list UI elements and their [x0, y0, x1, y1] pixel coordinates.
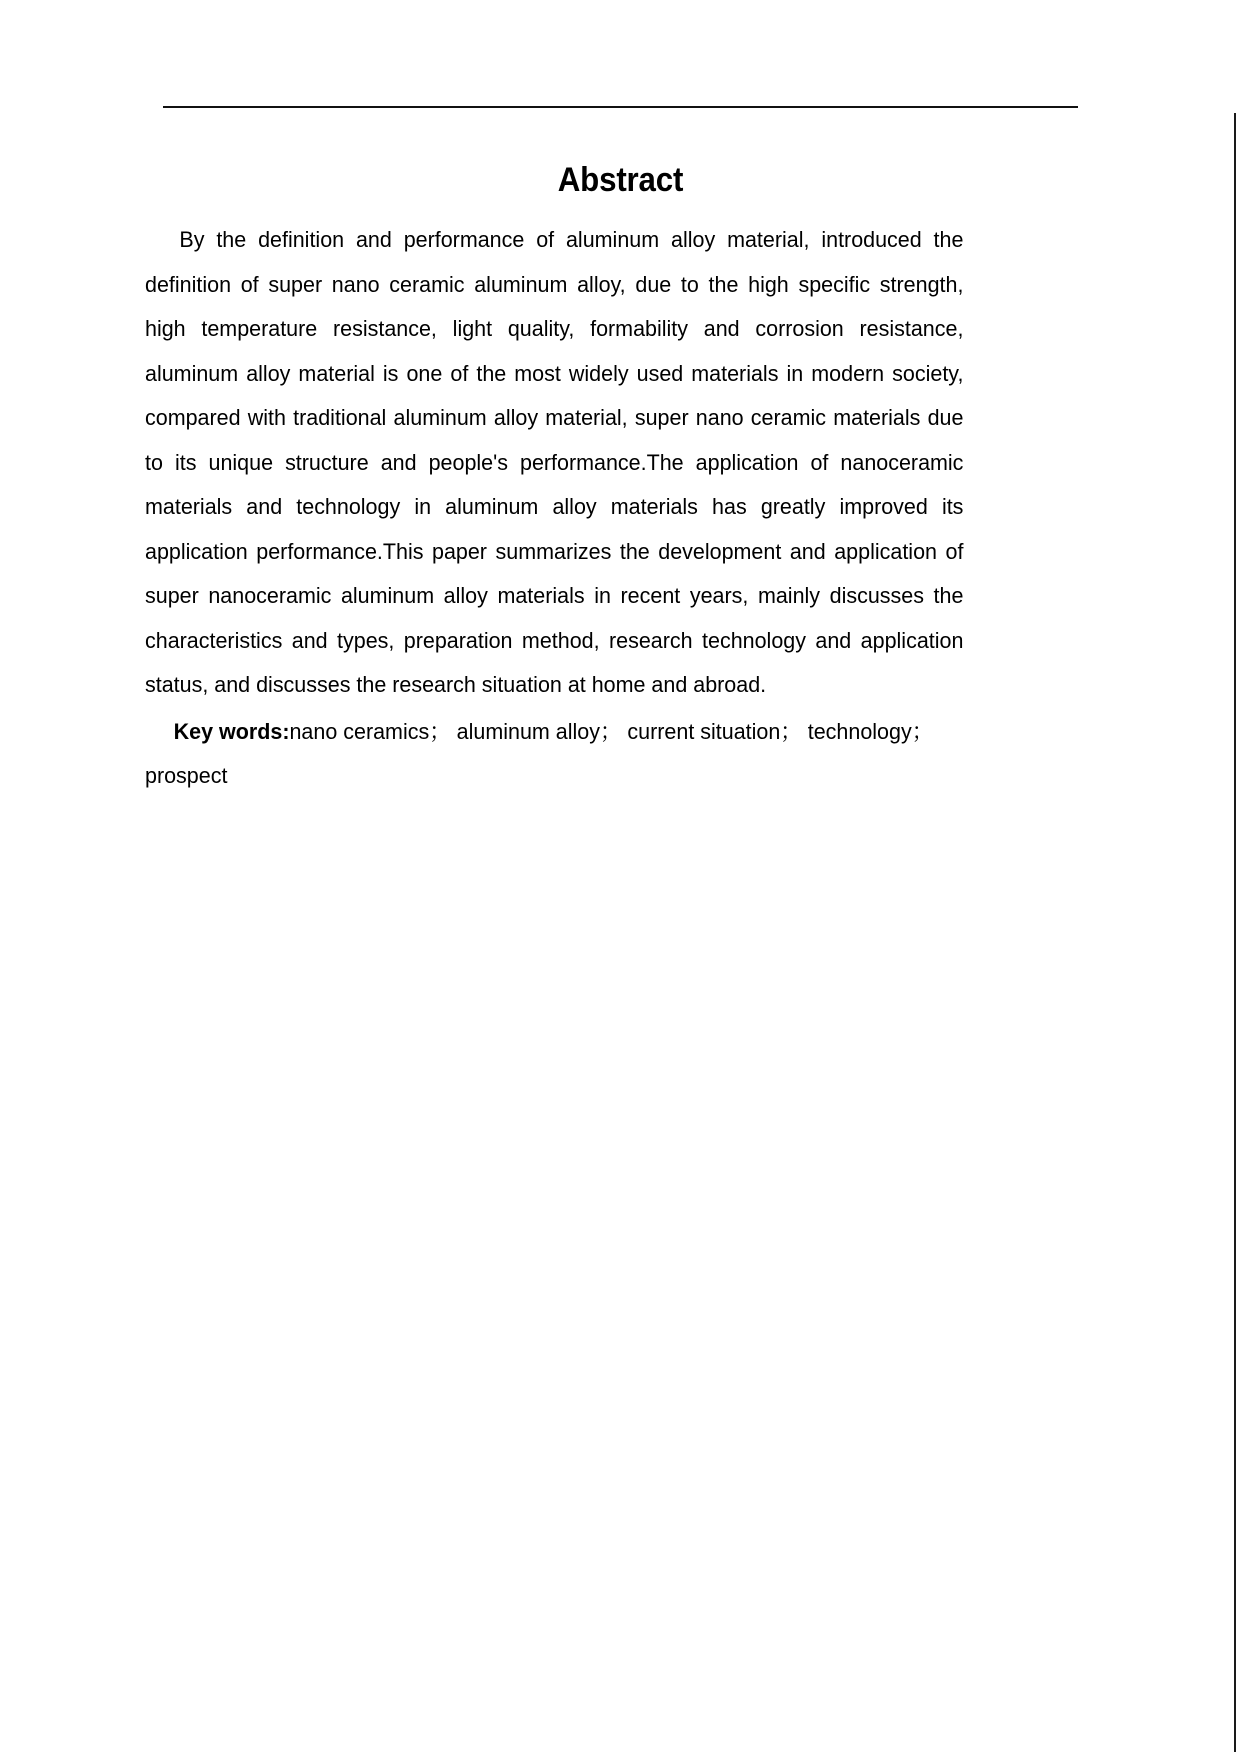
page-title: Abstract [557, 160, 684, 199]
scan-edge-artifact [1234, 113, 1236, 1752]
keywords-value: nano ceramics； aluminum alloy； current situation； technology； prospect [145, 718, 934, 788]
keywords-paragraph [145, 710, 963, 799]
keywords-label: Key words: [173, 718, 290, 744]
abstract-text-column [145, 218, 963, 799]
abstract-body-paragraph: By the definition and performance of aluminum alloy material, introduced the definition of super nano ceramic aluminum alloy, due to the high specific strength, high temperature resistance, light quality, formability and corrosion resistance, aluminum alloy material is one of the most widely used materials in modern society, compared with traditional aluminum alloy material, super nano ceramic materials due to its unique structure and people's performance.The application of nanoceramic materials and technology in aluminum alloy materials has greatly improved its application performance.This paper summarizes the development and application of super nanoceramic aluminum alloy materials in recent years, mainly discusses the characteristics and types, preparation method, research technology and application status, and discusses the research situation at home and abroad. [145, 227, 964, 697]
header-divider-rule [163, 106, 1078, 108]
